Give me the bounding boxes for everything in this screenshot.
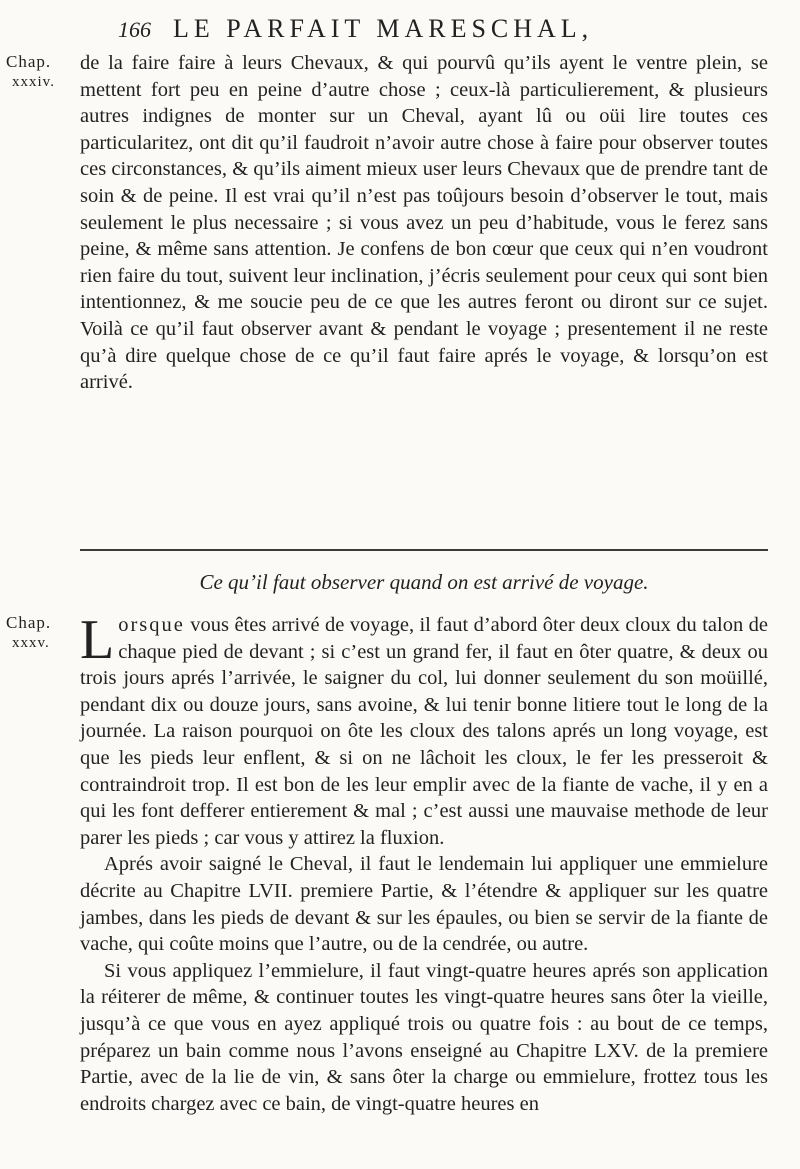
- section-divider: [80, 549, 768, 551]
- paragraph: de la faire faire à leurs Chevaux, & qui pourvû qu’ils ayent le ventre plein, se mettent fort peu en peine d’autre chose ; ceux-là particulierement, & plusieurs autres indignes de monter sur un Cheval, ayant lû ou oüi lire toutes ces particularitez, ont dit qu’il faudroit n’avoir autre chose à faire pour observer toutes ces circonstances, & qu’ils aiment mieux user leurs Chevaux que de prendre tant de soin & de peine. Il est vrai qu’il n’est pas toûjours besoin d’observer le tout, mais seulement le plus necessaire ; si vous avez un peu d’habitude, vous le ferez sans peine, & même sans attention. Je confens de bon cœur que ceux qui n’en voudront rien faire du tout, suivent leur inclination, j’écris seulement pour ceux qui sont bien intentionnez, & me soucie peu de ce que les autres feront ou diront sur ce sujet. Voilà ce qu’il faut observer avant & pendant le voyage ; presentement il ne reste qu’à dire quelque chose de ce qu’il faut faire aprés le voyage, & lorsqu’on est arrivé.: [80, 52, 768, 394]
- margin-chapter-label: Chap.: [6, 613, 52, 632]
- paragraph: [80, 609, 768, 851]
- small-caps-opening: orsque: [118, 614, 185, 636]
- paragraph: Aprés avoir saigné le Cheval, il faut le lendemain lui appliquer une emmielure décrite au Chapitre LVII. premiere Partie, & l’étendre & appliquer sur les quatre jambes, dans les pieds de devant & sur les épaules, ou bien se servir de la fiante de vache, qui coûte moins que l’autre, ou de la cendrée, ou autre.: [80, 853, 768, 956]
- margin-chapter-number: xxxv.: [12, 635, 50, 651]
- drop-cap: L: [80, 609, 115, 671]
- page-number: 166: [118, 17, 151, 42]
- text-block-new-section: [80, 609, 768, 1117]
- paragraph-text: vous êtes arrivé de voyage, il faut d’abord ôter deux cloux du talon de chaque pied de devant ; si c’est un grand fer, il faut en ôter quatre, & deux ou trois jours aprés l’arrivée, le saigner du col, lui donner seulement du son moüillé, pendant dix ou douze jours, sans avoine, & lui tenir bonne litiere tout le long de la journée. La raison pourquoi on ôte les cloux des talons aprés un long voyage, est que les pieds leur enflent, & si on ne lâchoit les cloux, le fer les presseroit & contraindroit trop. Il est bon de les leur emplir avec de la fiante de vache, il y en a qui les font defferer entierement & mal ; c’est aussi une mauvaise methode de leur parer les pieds ; car vous y attirez la fluxion.: [80, 614, 768, 849]
- margin-chapter-marker: [6, 52, 55, 92]
- margin-chapter-marker: [6, 613, 51, 653]
- running-head: [118, 14, 758, 44]
- margin-chapter-label: Chap.: [6, 52, 52, 71]
- running-title: LE PARFAIT MARESCHAL,: [173, 14, 594, 43]
- text-block-continued: [80, 50, 768, 396]
- margin-chapter-number: xxxiv.: [12, 74, 55, 90]
- paragraph: Si vous appliquez l’emmielure, il faut vingt-quatre heures aprés son application la réiterer de même, & continuer toutes les vingt-quatre heures sans ôter la vieille, jusqu’à ce que vous en ayez appliqué trois ou quatre fois : au bout de ce temps, préparez un bain comme nous l’avons enseigné au Chapitre LXV. de la premiere Partie, avec de la lie de vin, & sans ôter la charge ou emmielure, frottez tous les endroits chargez avec ce bain, de vingt-quatre heures en: [80, 959, 768, 1115]
- section-heading: Ce qu’il faut observer quand on est arrivé de voyage.: [199, 570, 649, 594]
